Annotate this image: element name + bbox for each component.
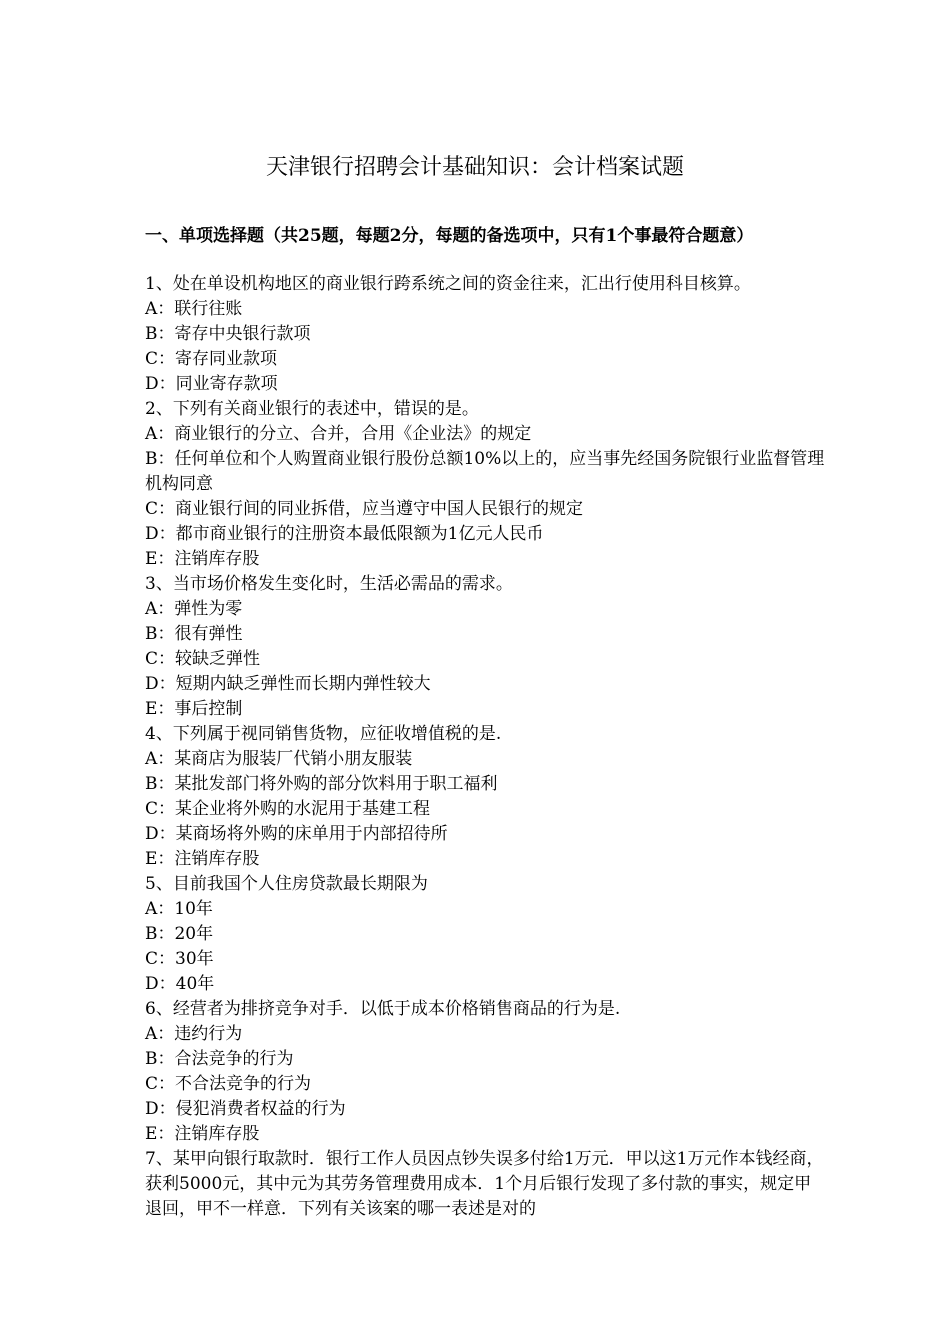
option-line: E：注销库存股 — [145, 849, 260, 869]
question-1: 1、处在单设机构地区的商业银行跨系统之间的资金往来，汇出行使用科目核算。 — [145, 274, 751, 294]
question-7: 7、某甲向银行取款时．银行工作人员因点钞失误多付给1万元．甲以这1万元作本钱经商，获利5000元，其中元为其劳务管理费用成本．1个月后银行发现了多付款的事实，规定甲退回，甲不一样意．下列有关该案的哪一表述是对的 — [145, 1149, 824, 1219]
option-line: C：较缺乏弹性 — [145, 649, 261, 669]
option-line: D：同业寄存款项 — [145, 374, 278, 394]
question-2: 2、下列有关商业银行的表述中，错误的是。 — [145, 399, 479, 419]
option-line: B：任何单位和个人购置商业银行股份总额10%以上的，应当事先经国务院银行业监督管理机构同意 — [145, 449, 825, 494]
option-line: C：寄存同业款项 — [145, 349, 278, 369]
option-line: E：注销库存股 — [145, 1124, 260, 1144]
option-line: D：都市商业银行的注册资本最低限额为1亿元人民币 — [145, 524, 544, 544]
option-line: A：弹性为零 — [145, 599, 243, 619]
option-line: B：20年 — [145, 924, 214, 944]
option-line: D：短期内缺乏弹性而长期内弹性较大 — [145, 674, 431, 694]
option-line: A：10年 — [145, 899, 213, 919]
option-line: D：侵犯消费者权益的行为 — [145, 1099, 346, 1119]
option-line: C：某企业将外购的水泥用于基建工程 — [145, 799, 431, 819]
option-line: A：联行往账 — [145, 299, 243, 319]
question-4: 4、下列属于视同销售货物，应征收增值税的是. — [145, 724, 502, 744]
option-line: C：30年 — [145, 949, 214, 969]
option-line: B：寄存中央银行款项 — [145, 324, 311, 344]
option-line: D：某商场将外购的床单用于内部招待所 — [145, 824, 448, 844]
option-line: B：合法竞争的行为 — [145, 1049, 294, 1069]
question-3: 3、当市场价格发生变化时，生活必需品的需求。 — [145, 574, 513, 594]
option-line: E：事后控制 — [145, 699, 243, 719]
option-line: A：某商店为服装厂代销小朋友服装 — [145, 749, 413, 769]
option-line: C：商业银行间的同业拆借，应当遵守中国人民银行的规定 — [145, 499, 584, 519]
option-line: B：某批发部门将外购的部分饮料用于职工福利 — [145, 774, 498, 794]
option-line: D：40年 — [145, 974, 215, 994]
option-line: E：注销库存股 — [145, 549, 260, 569]
option-line: A：商业银行的分立、合并，合用《企业法》的规定 — [145, 424, 532, 444]
document-title: 天津银行招聘会计基础知识：会计档案试题 — [265, 155, 684, 180]
document-body — [145, 272, 825, 1222]
section-heading: 一、单项选择题（共25题，每题2分，每题的备选项中，只有1个事最符合题意） — [145, 226, 754, 246]
question-5: 5、目前我国个人住房贷款最长期限为 — [145, 874, 428, 894]
option-line: C：不合法竞争的行为 — [145, 1074, 312, 1094]
option-line: A：违约行为 — [145, 1024, 243, 1044]
question-6: 6、经营者为排挤竞争对手．以低于成本价格销售商品的行为是. — [145, 999, 621, 1019]
option-line: B：很有弹性 — [145, 624, 243, 644]
